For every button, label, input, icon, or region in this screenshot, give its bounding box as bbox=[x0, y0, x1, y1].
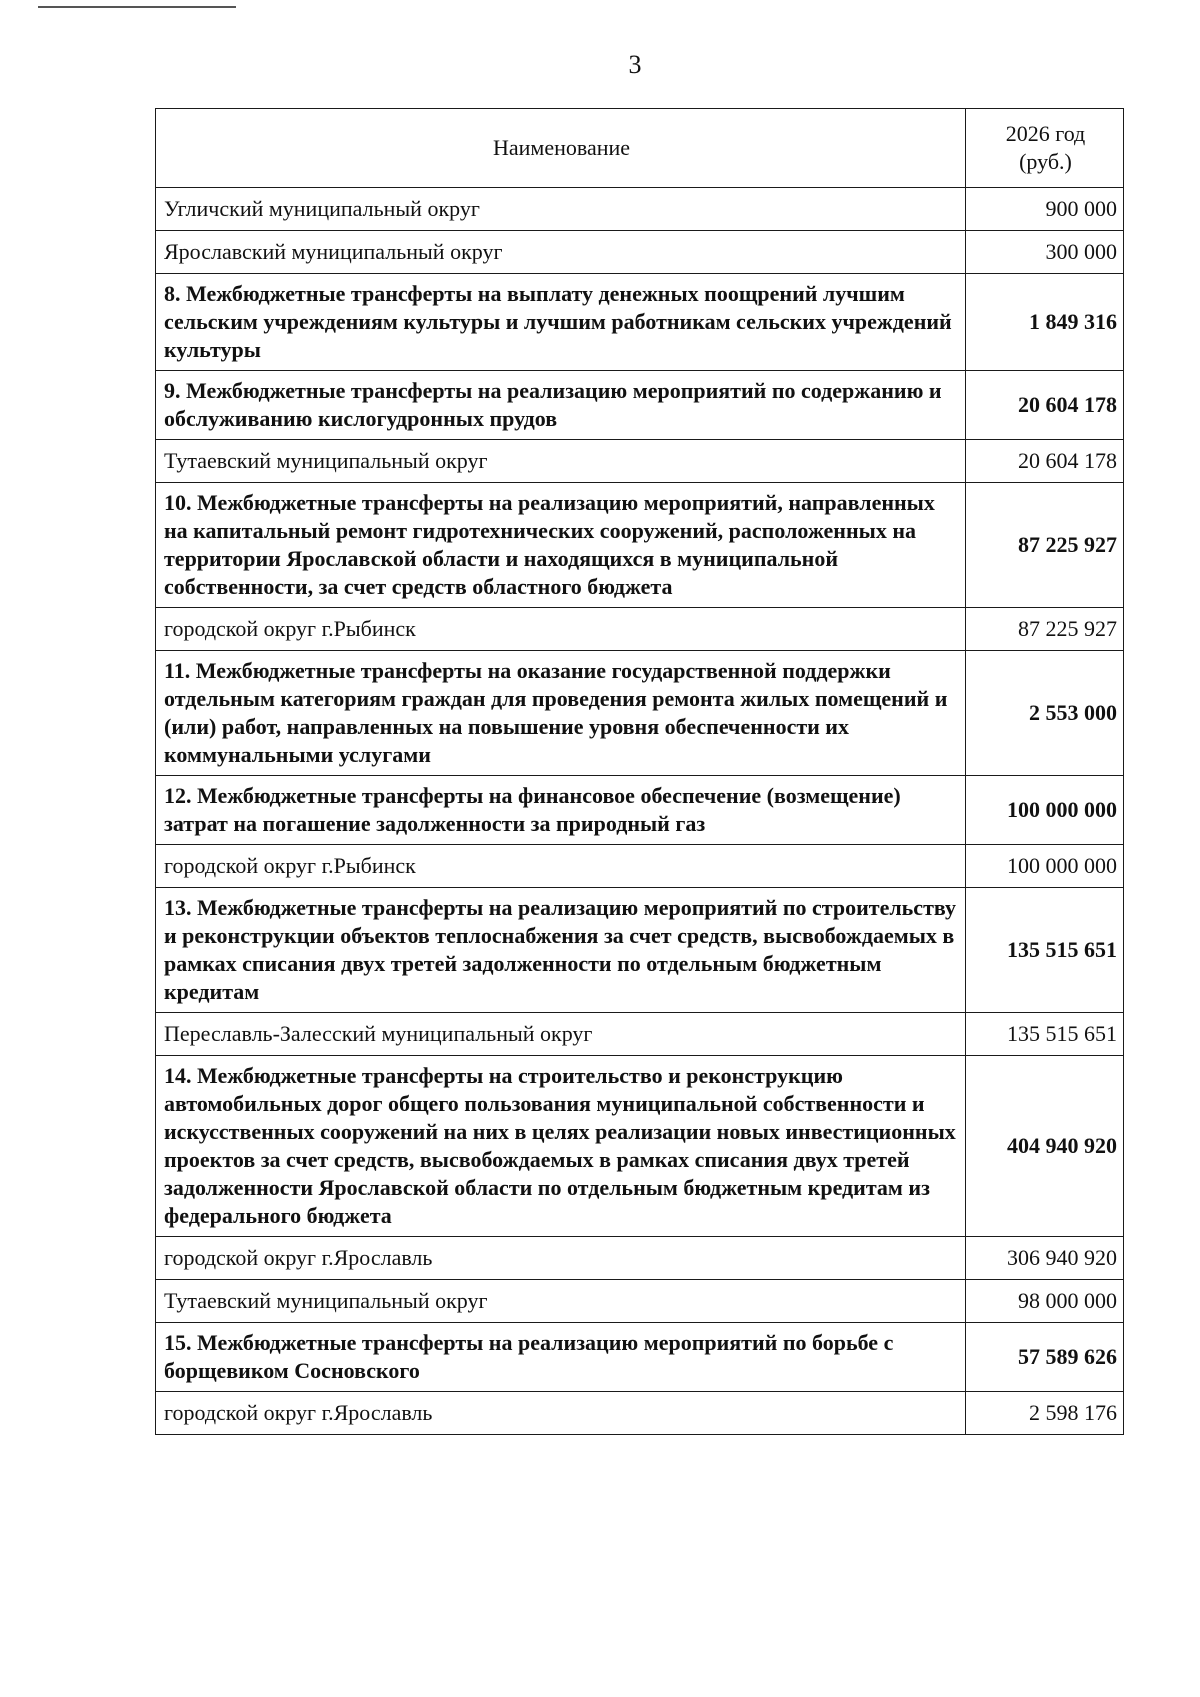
row-name: городской округ г.Ярославль bbox=[156, 1392, 966, 1435]
section-row bbox=[156, 1056, 1124, 1237]
page-number: 3 bbox=[628, 50, 642, 79]
row-amount: 100 000 000 bbox=[966, 845, 1124, 888]
row-name: городской округ г.Рыбинск bbox=[156, 845, 966, 888]
row-name: Переславль-Залесский муниципальный округ bbox=[156, 1013, 966, 1056]
row-amount: 2 598 176 bbox=[966, 1392, 1124, 1435]
row-name: городской округ г.Ярославль bbox=[156, 1237, 966, 1280]
section-row bbox=[156, 888, 1124, 1013]
section-amount: 57 589 626 bbox=[966, 1323, 1124, 1392]
section-row bbox=[156, 483, 1124, 608]
row-name: городской округ г.Рыбинск bbox=[156, 608, 966, 651]
row-amount: 300 000 bbox=[966, 231, 1124, 274]
row-name: Угличский муниципальный округ bbox=[156, 188, 966, 231]
header-name: Наименование bbox=[156, 109, 966, 188]
section-name: 9. Межбюджетные трансферты на реализацию мероприятий по содержанию и обслуживанию кислогудронных прудов bbox=[156, 371, 966, 440]
section-row bbox=[156, 371, 1124, 440]
table-row bbox=[156, 440, 1124, 483]
section-row bbox=[156, 274, 1124, 371]
row-amount: 98 000 000 bbox=[966, 1280, 1124, 1323]
row-amount: 87 225 927 bbox=[966, 608, 1124, 651]
section-name: 12. Межбюджетные трансферты на финансовое обеспечение (возмещение) затрат на погашение задолженности за природный газ bbox=[156, 776, 966, 845]
table-row bbox=[156, 188, 1124, 231]
section-amount: 20 604 178 bbox=[966, 371, 1124, 440]
section-amount: 100 000 000 bbox=[966, 776, 1124, 845]
budget-table bbox=[155, 108, 1124, 1435]
section-amount: 1 849 316 bbox=[966, 274, 1124, 371]
section-name: 13. Межбюджетные трансферты на реализацию мероприятий по строительству и реконструкции объектов теплоснабжения за счет средств, высвобождаемых в рамках списания двух третей задолженности по отдельным бюджетным кредитам bbox=[156, 888, 966, 1013]
section-row bbox=[156, 1323, 1124, 1392]
table-header-row bbox=[156, 109, 1124, 188]
row-amount: 20 604 178 bbox=[966, 440, 1124, 483]
header-amount bbox=[966, 109, 1124, 188]
row-amount: 135 515 651 bbox=[966, 1013, 1124, 1056]
section-name: 8. Межбюджетные трансферты на выплату денежных поощрений лучшим сельским учреждениям культуры и лучшим работникам сельских учреждений культуры bbox=[156, 274, 966, 371]
table-row bbox=[156, 1013, 1124, 1056]
row-amount: 900 000 bbox=[966, 188, 1124, 231]
table-row bbox=[156, 608, 1124, 651]
table-row bbox=[156, 845, 1124, 888]
top-rule bbox=[38, 6, 236, 8]
section-row bbox=[156, 651, 1124, 776]
row-amount: 306 940 920 bbox=[966, 1237, 1124, 1280]
row-name: Тутаевский муниципальный округ bbox=[156, 440, 966, 483]
section-amount: 404 940 920 bbox=[966, 1056, 1124, 1237]
section-name: 14. Межбюджетные трансферты на строительство и реконструкцию автомобильных дорог общего пользования муниципальной собственности и искусственных сооружений на них в целях реализации новых инвестиционных проектов за счет средств, высвобождаемых в рамках списания двух третей задолженности Ярославской области по отдельным бюджетным кредитам из федерального бюджета bbox=[156, 1056, 966, 1237]
table-row bbox=[156, 231, 1124, 274]
section-amount: 2 553 000 bbox=[966, 651, 1124, 776]
table-row bbox=[156, 1237, 1124, 1280]
row-name: Тутаевский муниципальный округ bbox=[156, 1280, 966, 1323]
table-row bbox=[156, 1392, 1124, 1435]
header-year: 2026 год bbox=[1005, 121, 1086, 146]
section-name: 11. Межбюджетные трансферты на оказание государственной поддержки отдельным категориям граждан для проведения ремонта жилых помещений и (или) работ, направленных на повышение уровня обеспеченности их коммунальными услугами bbox=[156, 651, 966, 776]
section-amount: 87 225 927 bbox=[966, 483, 1124, 608]
section-name: 10. Межбюджетные трансферты на реализацию мероприятий, направленных на капитальный ремонт гидротехнических сооружений, расположенных на территории Ярославской области и находящихся в муниципальной собственности, за счет средств областного бюджета bbox=[156, 483, 966, 608]
header-unit: (руб.) bbox=[1019, 149, 1072, 174]
section-name: 15. Межбюджетные трансферты на реализацию мероприятий по борьбе с борщевиком Сосновского bbox=[156, 1323, 966, 1392]
table-row bbox=[156, 1280, 1124, 1323]
section-row bbox=[156, 776, 1124, 845]
section-amount: 135 515 651 bbox=[966, 888, 1124, 1013]
row-name: Ярославский муниципальный округ bbox=[156, 231, 966, 274]
